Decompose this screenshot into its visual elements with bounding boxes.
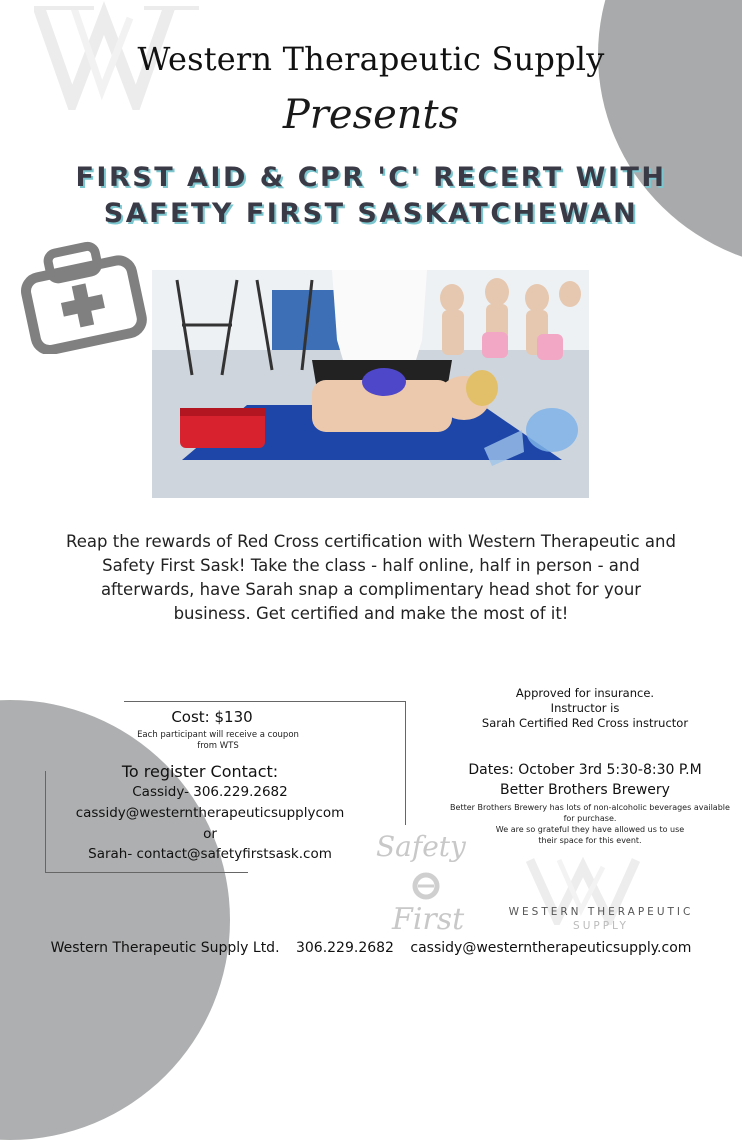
- left-box-left-line: [45, 771, 46, 873]
- event-headline: [20, 160, 722, 232]
- approval-note: [470, 686, 700, 731]
- left-box-right-line: [405, 701, 406, 825]
- coupon-note: [128, 730, 308, 752]
- left-box-top-line: [124, 701, 406, 702]
- footer-email[interactable]: cassidy@westerntherapeuticsupply.com: [410, 940, 692, 956]
- left-box-bottom-line: [45, 872, 248, 873]
- event-venue: Better Brothers Brewery: [500, 782, 670, 798]
- contact-cassidy-phone: Cassidy- 306.229.2682: [132, 784, 288, 800]
- footer: [0, 940, 742, 956]
- headline-line-2: SAFETY FIRST SASKATCHEWAN: [103, 198, 639, 229]
- register-title: To register Contact:: [121, 762, 279, 781]
- approval-line-1: Approved for insurance.: [515, 686, 655, 700]
- coupon-note-line-1: Each participant will receive a coupon: [137, 730, 299, 740]
- first-word: First: [392, 902, 465, 937]
- contact-sarah-email[interactable]: Sarah- contact@safetyfirstsask.com: [88, 846, 332, 862]
- headline-line-1: FIRST AID & CPR 'C' RECERT WITH: [75, 162, 667, 193]
- venue-note-line-1: Better Brothers Brewery has lots of non-alcoholic beverages available: [450, 803, 730, 812]
- safety-first-logo: [372, 826, 476, 944]
- footer-phone: 306.229.2682: [295, 940, 394, 956]
- venue-note-line-3: We are so grateful they have allowed us to use: [495, 825, 685, 834]
- footer-company: Western Therapeutic Supply Ltd.: [50, 940, 280, 956]
- approval-line-3: Sarah Certified Red Cross instructor: [481, 716, 689, 730]
- first-aid-kit-icon: [18, 238, 150, 354]
- cpr-training-photo: [152, 270, 589, 498]
- event-description: Reap the rewards of Red Cross certification with Western Therapeutic and Safety First Sask! Take the class - half online, half in person - and afterwards, have Sarah snap a complimentary head shot for your business. Get certified and make the most of it!: [66, 532, 676, 623]
- venue-note: [440, 802, 740, 846]
- company-title: Western Therapeutic Supply: [137, 40, 605, 78]
- venue-note-line-2: for purchase.: [563, 814, 617, 823]
- cost-label: Cost: $130: [171, 708, 253, 726]
- coupon-note-line-2: from WTS: [197, 741, 239, 751]
- contact-or: or: [203, 826, 217, 842]
- venue-note-line-4: their space for this event.: [538, 836, 642, 845]
- contact-cassidy-email[interactable]: cassidy@westerntherapeuticsupplycom: [75, 805, 345, 821]
- presents-script-title: Presents: [282, 92, 460, 138]
- event-dates: Dates: October 3rd 5:30-8:30 P.M: [468, 762, 702, 778]
- wts-logo-text: WESTERN THERAPEUTIC: [508, 906, 694, 918]
- approval-line-2: Instructor is: [550, 701, 620, 715]
- wts-logo-subtext: SUPPLY: [573, 920, 629, 932]
- safety-word: Safety: [376, 830, 466, 863]
